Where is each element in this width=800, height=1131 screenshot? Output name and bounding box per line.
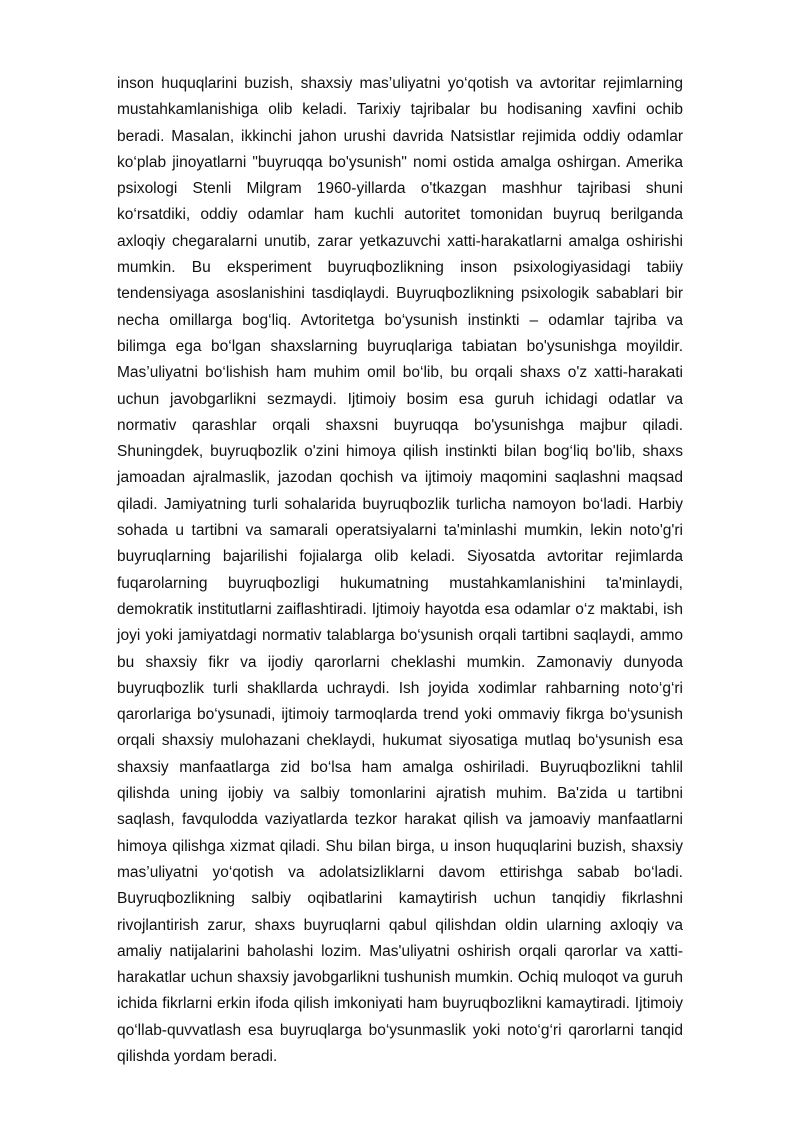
body-paragraph: inson huquqlarini buzish, shaxsiy mas’uliyatni yo‘qotish va avtoritar rejimlarning mustahkamlanishiga olib keladi. Tarixiy tajribalar bu hodisaning xavfini ochib beradi. Masalan, ikkinchi jahon urushi davrida Natsistlar rejimida oddiy odamlar ko‘plab jinoyatlarni "buyruqqa bo'ysunish" nomi ostida amalga oshirgan. Amerika psixologi Stenli Milgram 1960-yillarda o'tkazgan mashhur tajribasi shuni ko‘rsatdiki, oddiy odamlar ham kuchli autoritet tomonidan buyruq berilganda axloqiy chegaralarni unutib, zarar yetkazuvchi xatti-harakatlarni amalga oshirishi mumkin. Bu eksperiment buyruqbozlikning inson psixologiyasidagi tabiiy tendensiyaga asoslanishini tasdiqlaydi. Buyruqbozlikning psixologik sabablari bir necha omillarga bog‘liq. Avtoritetga bo‘ysunish instinkti – odamlar tajriba va bilimga ega bo‘lgan shaxslarning buyruqlariga tabiatan bo'ysunishga moyildir. Mas’uliyatni bo‘lishish ham muhim omil bo‘lib, bu orqali shaxs o'z xatti-harakati uchun javobgarlikni sezmaydi. Ijtimoiy bosim esa guruh ichidagi odatlar va normativ qarashlar orqali shaxsni buyruqqa bo'ysunishga majbur qiladi. Shuningdek, buyruqbozlik o'zini himoya qilish instinkti bilan bog‘liq bo'lib, shaxs jamoadan ajralmaslik, jazodan qochish va ijtimoiy maqomini saqlashni maqsad qiladi. Jamiyatning turli sohalarida buyruqbozlik turlicha namoyon bo‘ladi. Harbiy sohada u tartibni va samarali operatsiyalarni ta'minlashi mumkin, lekin noto'g'ri buyruqlarning bajarilishi fojialarga olib keladi. Siyosatda avtoritar rejimlarda fuqarolarning buyruqbozligi hukumatning mustahkamlanishini ta'minlaydi, demokratik institutlarni zaiflashtiradi. Ijtimoiy hayotda esa odamlar o‘z maktabi, ish joyi yoki jamiyatdagi normativ talablarga bo‘ysunish orqali tartibni saqlaydi, ammo bu shaxsiy fikr va ijodiy qarorlarni cheklashi mumkin. Zamonaviy dunyoda buyruqbozlik turli shakllarda uchraydi. Ish joyida xodimlar rahbarning noto‘g‘ri qarorlariga bo‘ysunadi, ijtimoiy tarmoqlarda trend yoki ommaviy fikrga bo‘ysunish orqali shaxsiy mulohazani cheklaydi, hukumat siyosatiga mutlaq bo‘ysunish esa shaxsiy manfaatlarga zid bo‘lsa ham amalga oshiriladi. Buyruqbozlikni tahlil qilishda uning ijobiy va salbiy tomonlarini ajratish muhim. Ba'zida u tartibni saqlash, favqulodda vaziyatlarda tezkor harakat qilish va jamoaviy manfaatlarni himoya qilishga xizmat qiladi. Shu bilan birga, u inson huquqlarini buzish, shaxsiy mas’uliyatni yo‘qotish va adolatsizliklarni davom ettirishga sabab bo‘ladi. Buyruqbozlikning salbiy oqibatlarini kamaytirish uchun tanqidiy fikrlashni rivojlantirish zarur, shaxs buyruqlarni qabul qilishdan oldin ularning axloqiy va amaliy natijalarini baholashi lozim. Mas'uliyatni oshirish orqali qarorlar va xatti-harakatlar uchun shaxsiy javobgarlikni tushunish mumkin. Ochiq muloqot va guruh ichida fikrlarni erkin ifoda qilish imkoniyati ham buyruqbozlikni kamaytiradi. Ijtimoiy qo‘llab-quvvatlash esa buyruqlarga bo‘ysunmaslik yoki noto‘g‘ri qarorlarni tanqid qilishda yordam beradi.	[117, 75, 683, 1065]
document-page	[117, 71, 683, 1070]
